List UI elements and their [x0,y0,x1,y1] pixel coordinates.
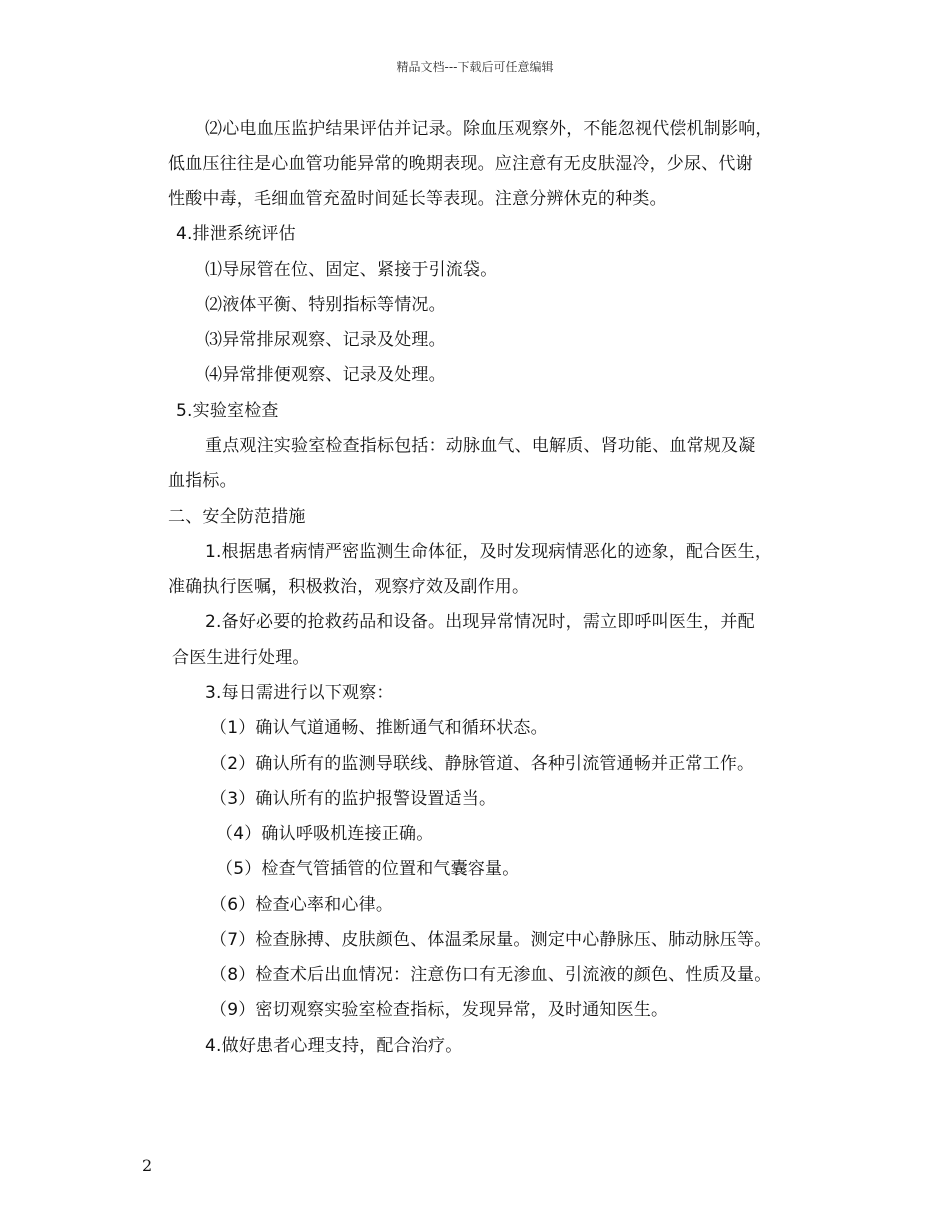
list-item: （2）确认所有的监测导联线、静脉管道、各种引流管通畅并正常工作。 [210,754,755,774]
list-item: ⑶异常排尿观察、记录及处理。 [205,330,446,350]
list-item: （9）密切观察实验室检查指标，发现异常，及时通知医生。 [210,1000,669,1020]
list-item: （3）确认所有的监护报警设置适当。 [210,789,497,809]
list-item: ⑴导尿管在位、固定、紧接于引流袋。 [205,260,498,280]
section-heading: 5.实验室检查 [176,401,279,421]
list-item: ⑷异常排便观察、记录及处理。 [205,365,446,385]
page-header: 精品文档---下载后可任意编辑 [396,60,554,74]
text-line: 合医生进行处理。 [172,648,310,668]
list-item: 1.根据患者病情严密监测生命体征，及时发现病情恶化的迹象，配合医生， [205,542,773,562]
section-heading: 4.排泄系统评估 [176,224,296,244]
list-item: （7）检查脉搏、皮肤颜色、体温柔尿量。测定中心静脉压、肺动脉压等。 [210,930,772,950]
list-item: 3.每日需进行以下观察： [205,683,394,703]
list-item: ⑵液体平衡、特别指标等情况。 [205,295,446,315]
text-line: ⑵心电血压监护结果评估并记录。除血压观察外，不能忽视代偿机制影响， [205,119,773,139]
list-item: （1）确认气道通畅、推断通气和循环状态。 [210,718,548,738]
list-item: （5）检查气管插管的位置和气囊容量。 [216,859,520,879]
list-item: （4）确认呼吸机连接正确。 [216,824,434,844]
list-item: 2.备好必要的抢救药品和设备。出现异常情况时，需立即呼叫医生，并配 [205,612,755,632]
text-line: 准确执行医嘱，积极救治，观察疗效及副作用。 [168,577,530,597]
list-item: （6）检查心率和心律。 [210,895,394,915]
text-line: 低血压往往是心血管功能异常的晚期表现。应注意有无皮肤湿冷，少尿、代谢 [168,154,753,174]
text-line: 性酸中毒，毛细血管充盈时间延长等表现。注意分辨休克的种类。 [168,189,667,209]
section-heading: 二、安全防范措施 [168,507,306,527]
list-item: （8）检查术后出血情况：注意伤口有无渗血、引流液的颜色、性质及量。 [210,965,772,985]
text-line: 血指标。 [168,471,237,491]
list-item: 4.做好患者心理支持，配合治疗。 [205,1036,463,1056]
page-number: 2 [142,1156,153,1175]
text-line: 重点观注实验室检查指标包括：动脉血气、电解质、肾功能、血常规及凝 [205,436,756,456]
